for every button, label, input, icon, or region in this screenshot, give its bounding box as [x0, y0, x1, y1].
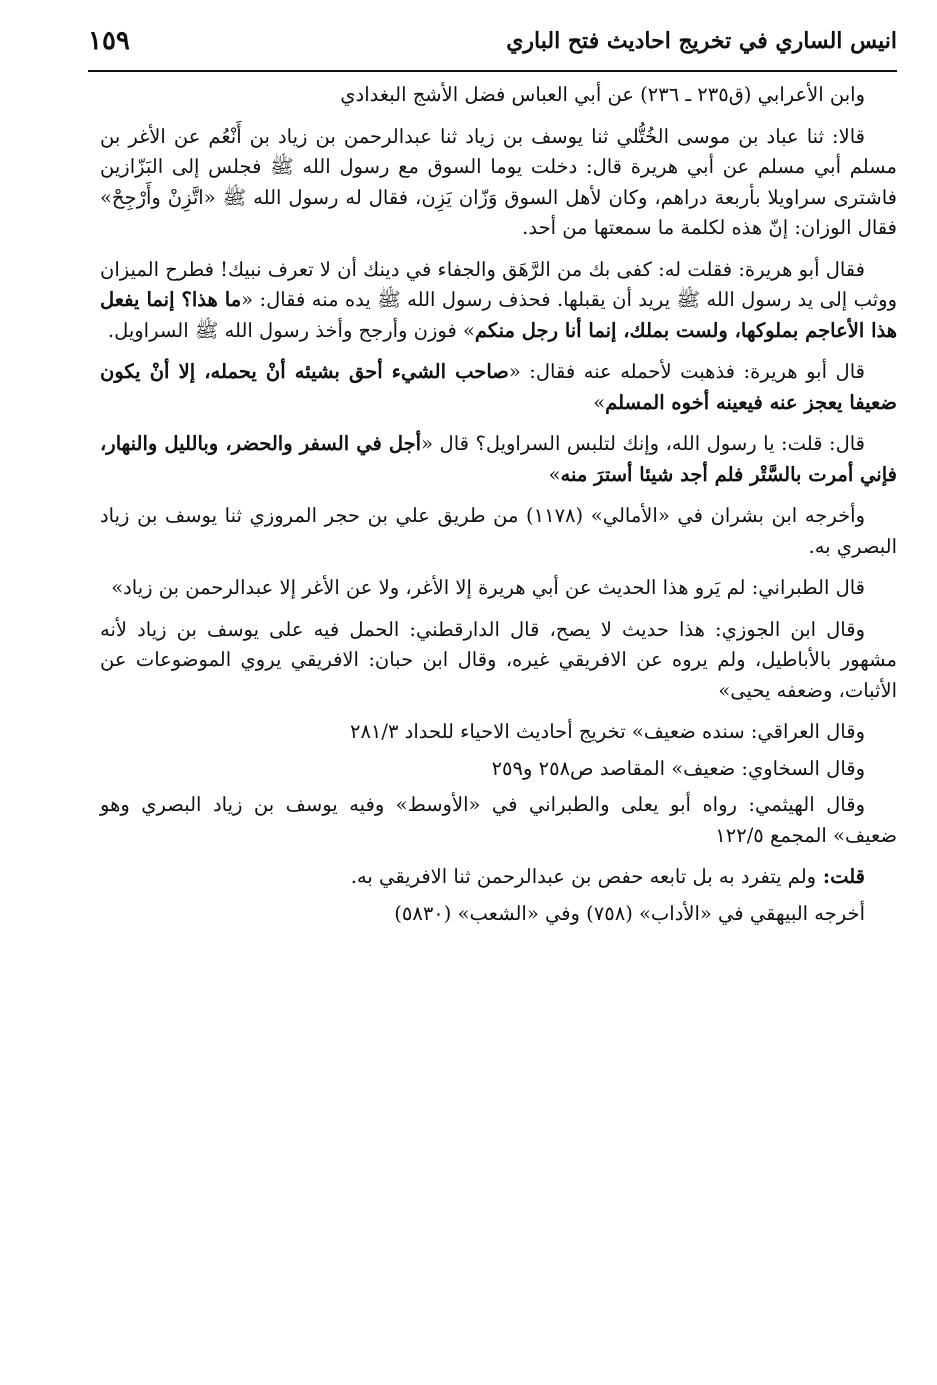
paragraph-8: [100, 615, 897, 707]
text-segment: وأخرجه ابن بشران في «الأمالي» (١١٧٨) من طريق علي بن حجر المروزي ثنا يوسف بن زياد البصري به.: [100, 504, 897, 558]
paragraph-1: [100, 80, 897, 111]
bold-text: صاحب الشيء أحق بشيئه أنْ يحمله، إلا أنْ يكون ضعيفا يعجز عنه فيعينه أخوه المسلم: [100, 360, 897, 414]
text-segment: »: [593, 390, 606, 414]
text-segment: قال: قلت: يا رسول الله، وإنك لتلبس السراويل؟ قال «: [421, 432, 865, 455]
paragraph-6: [100, 501, 897, 562]
paragraph-11: [100, 790, 897, 851]
paragraph-9: [100, 717, 897, 748]
text-segment: » فوزن وأرجح وأخذ رسول الله ﷺ السراويل.: [107, 318, 475, 342]
paragraph-3: [100, 255, 897, 347]
page-number: ١٥٩: [88, 26, 130, 56]
paragraph-5: [100, 429, 897, 490]
paragraph-10: [100, 754, 897, 785]
page-header: [88, 26, 897, 66]
running-title: انيس الساري في تخريج احاديث فتح الباري: [506, 28, 897, 54]
text-segment: فقال أبو هريرة: فقلت له: كفى بك من الرَّهَق والجفاء في دينك أن لا تعرف نبيك! فطرح الميزان ووثب إلى يد رسول الله ﷺ يريد أن يقبلها. فحذف رسول الله ﷺ يده منه فقال: «: [100, 257, 897, 311]
paragraph-2: [100, 122, 897, 244]
text-segment: »: [548, 462, 561, 486]
bold-text: قلت:: [816, 865, 865, 888]
text-segment: وقال العراقي: سنده ضعيف» تخريج أحاديث الاحياء للحداد ٢٨١/٣: [349, 720, 865, 743]
text-segment: وقال السخاوي: ضعيف» المقاصد ص٢٥٨ و٢٥٩: [491, 756, 865, 780]
paragraph-4: [100, 357, 897, 418]
text-segment: أخرجه البيهقي في «الأداب» (٧٥٨) وفي «الشعب» (٥٨٣٠): [394, 901, 865, 925]
paragraph-7: [100, 573, 897, 604]
bold-text: أجل في السفر والحضر، وبالليل والنهار، فإني أمرت بالسَّتْر فلم أجد شيئا أسترَ منه: [100, 432, 897, 486]
text-segment: وقال الهيثمي: رواه أبو يعلى والطبراني في «الأوسط» وفيه يوسف بن زياد البصري وهو ضعيف» المجمع ١٢٢/٥: [100, 793, 897, 847]
text-segment: قال أبو هريرة: فذهبت لأحمله عنه فقال: «: [508, 360, 865, 383]
text-segment: وقال ابن الجوزي: هذا حديث لا يصح، قال الدارقطني: الحمل فيه على يوسف بن زياد لأنه مشهور بالأباطيل، ولم يروه عن الافريقي غيره، وقال ابن حبان: الافريقي يروي الموضوعات عن الأثبات، وضعفه يحيى»: [100, 617, 897, 702]
text-segment: قالا: ثنا عباد بن موسى الخُتُّلي ثنا يوسف بن زياد ثنا عبدالرحمن بن زياد بن أَنْعُم عن الأغر بن مسلم أبي مسلم عن أبي هريرة قال: دخلت يوما السوق مع رسول الله ﷺ فجلس إلى البَزّازين فاشترى سراويلا بأربعة دراهم، وكان لأهل السوق وَزّان يَزِن، فقال له رسول الله ﷺ «اتَّزِنْ وأَرْجِحْ» فقال الوزان: إنّ هذه لكلمة ما سمعتها من أحد.: [100, 124, 897, 239]
header-rule: [88, 70, 897, 72]
text-segment: قال الطبراني: لم يَرو هذا الحديث عن أبي هريرة إلا الأغر، ولا عن الأغر إلا عبدالرحمن بن زياد»: [111, 576, 865, 599]
bold-text: ما هذا؟ إنما يفعل هذا الأعاجم بملوكها، ولست بملك، إنما أنا رجل منكم: [100, 288, 897, 342]
body-text: [100, 80, 897, 940]
paragraph-13: [100, 899, 897, 930]
paragraph-12: [100, 862, 897, 893]
text-segment: وابن الأعرابي (ق٢٣٥ ـ ٢٣٦) عن أبي العباس فضل الأشج البغدادي: [340, 83, 865, 106]
text-segment: ولم يتفرد به بل تابعه حفص بن عبدالرحمن ثنا الافريقي به.: [350, 865, 817, 888]
